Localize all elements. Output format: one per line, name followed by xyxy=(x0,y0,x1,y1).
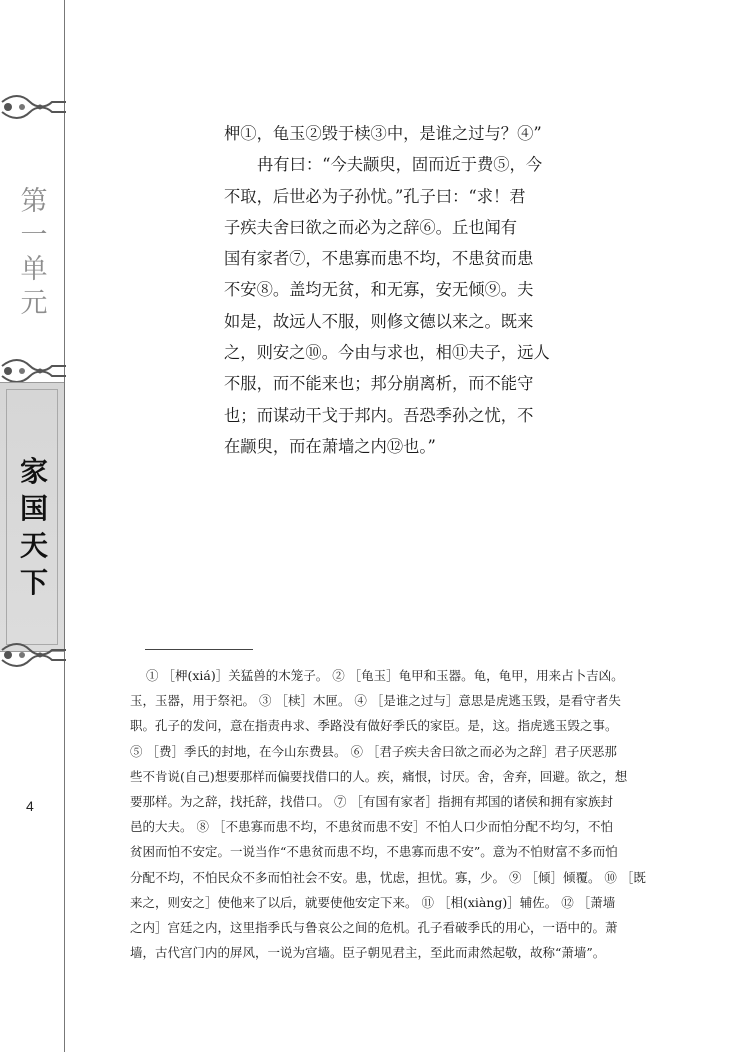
theme-char: 国 xyxy=(19,492,48,525)
text-line: 之，则安之⑩。今由与求也，相⑪夫子，远人 xyxy=(224,343,550,363)
text-line: 柙①，龟玉②毁于椟③中，是谁之过与？④” xyxy=(224,124,542,143)
scroll-ornament-bottom xyxy=(0,640,66,670)
theme-char: 下 xyxy=(19,566,48,599)
text-line: 不取，后世必为子孙忧。”孔子曰：“求！君 xyxy=(224,186,526,206)
text-line: 在颛臾，而在萧墙之内⑫也。” xyxy=(224,436,436,456)
theme-char: 家 xyxy=(19,455,48,488)
footnote-line: 邑的大夫。 ⑧ ［不患寡而患不均，不患贫而患不安］不怕人口少而怕分配不均匀，不怕 xyxy=(130,819,613,835)
body-text xyxy=(224,118,550,462)
unit-char: 单 xyxy=(20,254,48,285)
scroll-ornament-top xyxy=(0,92,66,122)
footnote-line: 职。孔子的发问，意在指责冉求、季路没有做好季氏的家臣。是，这。指虎逃玉毁之事。 xyxy=(130,718,618,734)
footnote-rule xyxy=(145,649,253,650)
footnote-line: 墙，古代宫门内的屏风，一说为宫墙。臣子朝见君主，至此而肃然起敬，故称“萧墙”。 xyxy=(130,945,606,961)
theme-char: 天 xyxy=(19,529,48,562)
footnote-line: ⑤ ［费］季氏的封地，在今山东费县。 ⑥ ［君子疾夫舍曰欲之而必为之辞］君子厌恶那 xyxy=(130,743,617,759)
footnote-line: 来之，则安之］使他来了以后，就要使他安定下来。 ⑪ ［相(xiàng)］辅佐。 ⑫ ［萧墙 xyxy=(130,894,616,910)
footnotes xyxy=(130,663,646,965)
footnote-line: 分配不均，不怕民众不多而怕社会不安。患，忧虑，担忧。寡，少。 ⑨ ［倾］倾覆。 ⑩ ［既 xyxy=(130,869,646,885)
text-line: 如是，故远人不服，则修文德以来之。既来 xyxy=(224,311,534,331)
text-line: 子疾夫舍曰欲之而必为之辞⑥。丘也闻有 xyxy=(224,217,518,237)
footnote-line: 要那样。为之辞，找托辞，找借口。 ⑦ ［有国有家者］指拥有邦国的诸侯和拥有家族封 xyxy=(130,794,613,810)
text-line: 国有家者⑦，不患寡而患不均，不患贫而患 xyxy=(224,249,534,269)
text-line: 也；而谋动干戈于邦内。吾恐季孙之忧，不 xyxy=(224,405,534,425)
margin-rule xyxy=(64,0,65,1052)
footnote-line: ① ［柙(xiá)］关猛兽的木笼子。 ② ［龟玉］龟甲和玉器。龟，龟甲，用来占卜吉凶。 xyxy=(146,668,624,683)
footnote-line: 之内］宫廷之内，这里指季氏与鲁哀公之间的危机。孔子看破季氏的用心，一语中的。萧 xyxy=(130,920,618,936)
theme-label xyxy=(8,453,60,601)
footnote-line: 贫困而怕不安定。一说当作“不患贫而患不均，不患寡而患不安”。意为不怕财富不多而怕 xyxy=(130,844,618,860)
unit-char: 第 xyxy=(20,186,48,217)
footnote-line: 玉，玉器，用于祭祀。 ③ ［椟］木匣。 ④ ［是谁之过与］意思是虎逃玉毁，是看守者失 xyxy=(130,693,621,709)
footnote-line: 些不肯说(自己)想要那样而偏要找借口的人。疾，痛恨，讨厌。舍，舍弃，回避。欲之，想 xyxy=(130,768,628,784)
unit-label xyxy=(8,185,60,321)
unit-char: 元 xyxy=(20,288,48,319)
page-number: 4 xyxy=(26,798,34,814)
unit-char: 一 xyxy=(20,220,48,251)
text-line: 不服，而不能来也；邦分崩离析，而不能守 xyxy=(224,374,534,394)
text-line: 冉有曰：“今夫颛臾，固而近于费⑤，今 xyxy=(257,155,543,175)
text-line: 不安⑧。盖均无贫，和无寡，安无倾⑨。夫 xyxy=(224,280,534,300)
